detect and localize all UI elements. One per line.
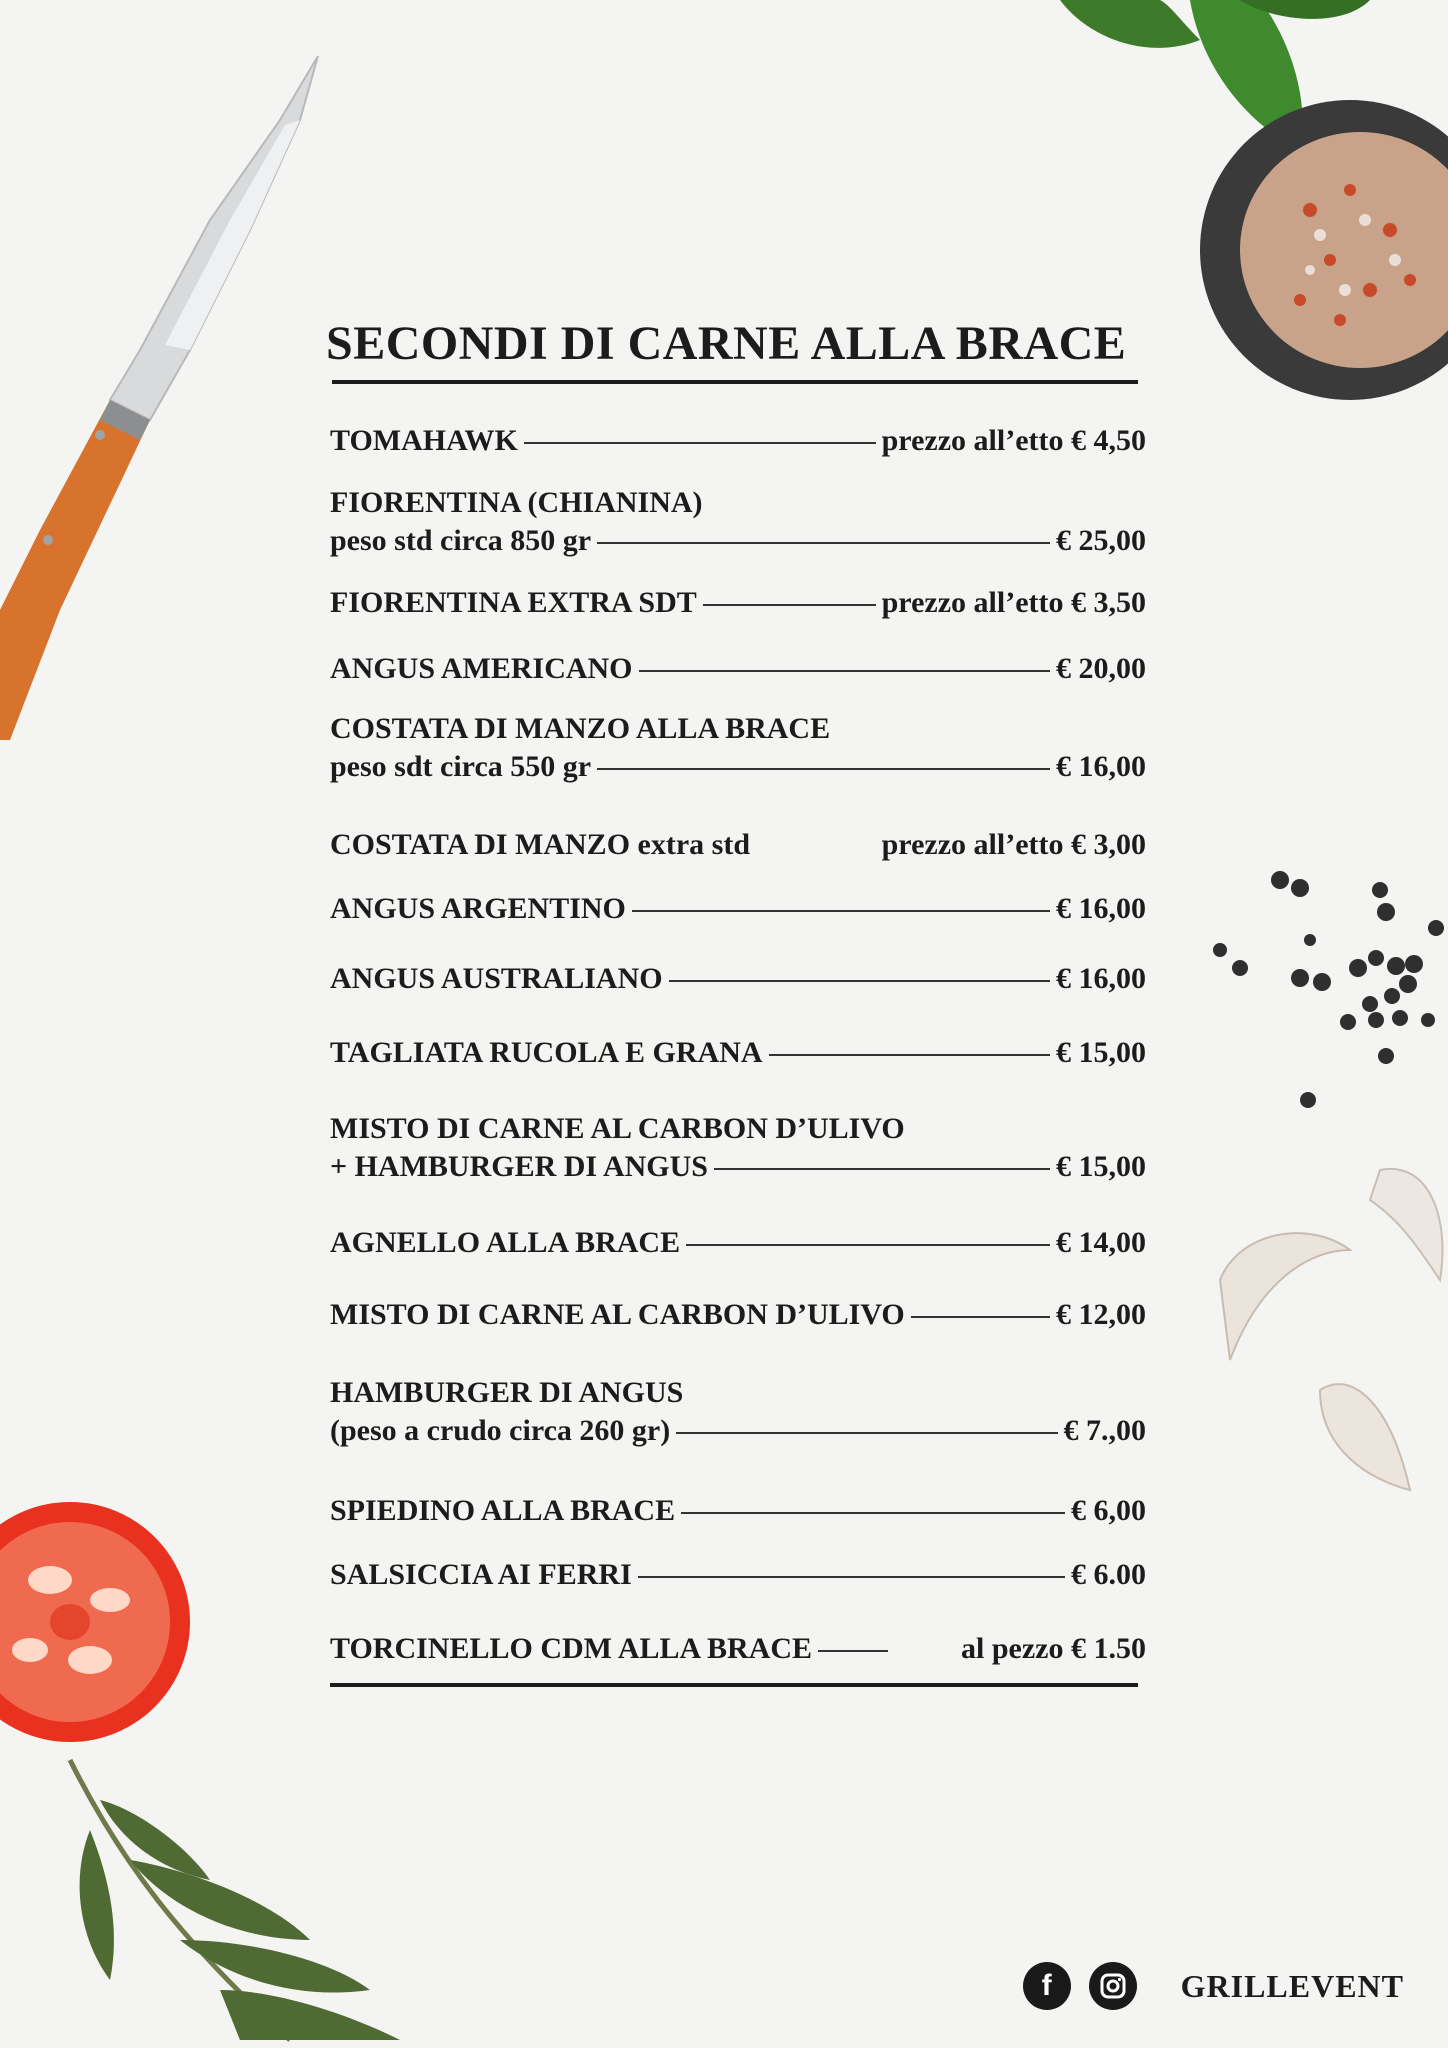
item-price: prezzo all’etto € 4,50 bbox=[881, 424, 1146, 457]
instagram-icon[interactable] bbox=[1089, 1962, 1137, 2010]
leader-line bbox=[639, 670, 1050, 672]
menu-item bbox=[330, 650, 1146, 688]
facebook-icon[interactable]: f bbox=[1023, 1962, 1071, 2010]
item-name: TAGLIATA RUCOLA E GRANA bbox=[330, 1036, 763, 1069]
leader-line bbox=[632, 910, 1050, 912]
tomato-slice-image bbox=[0, 1500, 200, 1750]
item-price: € 16,00 bbox=[1056, 892, 1146, 925]
item-price: € 7.,00 bbox=[1063, 1414, 1146, 1447]
item-price: € 6,00 bbox=[1071, 1494, 1146, 1527]
item-price: € 20,00 bbox=[1056, 652, 1146, 685]
instagram-glyph bbox=[1099, 1972, 1127, 2000]
menu-item bbox=[330, 1224, 1146, 1262]
menu-item bbox=[330, 1374, 1146, 1450]
item-name: COSTATA DI MANZO extra std bbox=[330, 828, 750, 861]
menu-item bbox=[330, 422, 1146, 460]
menu-item bbox=[330, 1556, 1146, 1594]
item-name: ANGUS AMERICANO bbox=[330, 652, 633, 685]
menu-item bbox=[330, 1110, 1146, 1186]
item-subtitle: + HAMBURGER DI ANGUS bbox=[330, 1150, 708, 1183]
peppercorns-image bbox=[1200, 860, 1448, 1120]
leader-line bbox=[769, 1054, 1050, 1056]
menu-item bbox=[330, 1630, 1146, 1668]
item-subtitle: (peso a crudo circa 260 gr) bbox=[330, 1414, 671, 1447]
menu-item bbox=[330, 1492, 1146, 1530]
footer bbox=[1023, 1962, 1404, 2010]
leader-line bbox=[669, 980, 1050, 982]
menu-item bbox=[330, 960, 1146, 998]
item-subtitle: peso sdt circa 550 gr bbox=[330, 750, 592, 783]
item-price: € 6.00 bbox=[1071, 1558, 1146, 1591]
item-price: € 15,00 bbox=[1056, 1036, 1146, 1069]
leader-line bbox=[681, 1512, 1065, 1514]
item-name: MISTO DI CARNE AL CARBON D’ULIVO bbox=[330, 1112, 905, 1145]
item-name: FIORENTINA EXTRA SDT bbox=[330, 586, 697, 619]
leader-line bbox=[676, 1432, 1057, 1434]
title-divider bbox=[332, 380, 1138, 384]
item-name: MISTO DI CARNE AL CARBON D’ULIVO bbox=[330, 1298, 905, 1331]
leader-line bbox=[714, 1168, 1050, 1170]
item-name: AGNELLO ALLA BRACE bbox=[330, 1226, 681, 1259]
item-name: ANGUS ARGENTINO bbox=[330, 892, 626, 925]
item-price: € 12,00 bbox=[1056, 1298, 1146, 1331]
leader-line bbox=[638, 1576, 1065, 1578]
menu-item bbox=[330, 1296, 1146, 1334]
menu-item bbox=[330, 584, 1146, 622]
item-name: SPIEDINO ALLA BRACE bbox=[330, 1494, 676, 1527]
item-name: TOMAHAWK bbox=[330, 424, 518, 457]
brand-name: GRILLEVENT bbox=[1180, 1967, 1404, 2004]
menu-item bbox=[330, 484, 1146, 560]
item-subtitle: peso std circa 850 gr bbox=[330, 524, 592, 557]
leader-line bbox=[911, 1316, 1050, 1318]
leader-line bbox=[703, 604, 876, 606]
item-price: € 16,00 bbox=[1056, 962, 1146, 995]
item-name: ANGUS AUSTRALIANO bbox=[330, 962, 663, 995]
item-price: al pezzo € 1.50 bbox=[961, 1632, 1146, 1665]
item-name: SALSICCIA AI FERRI bbox=[330, 1558, 632, 1591]
leader-line bbox=[818, 1650, 888, 1652]
leader-line bbox=[597, 768, 1050, 770]
item-price: € 14,00 bbox=[1056, 1226, 1146, 1259]
item-price: € 15,00 bbox=[1056, 1150, 1146, 1183]
menu-item bbox=[330, 1034, 1146, 1072]
item-price: € 25,00 bbox=[1056, 524, 1146, 557]
item-name: COSTATA DI MANZO ALLA BRACE bbox=[330, 712, 831, 745]
bottom-divider bbox=[330, 1683, 1138, 1687]
olive-branch-image bbox=[40, 1740, 460, 2048]
menu-title: SECONDI DI CARNE ALLA BRACE bbox=[326, 317, 1127, 370]
item-price: € 16,00 bbox=[1056, 750, 1146, 783]
item-name: HAMBURGER DI ANGUS bbox=[330, 1376, 684, 1409]
menu-item bbox=[330, 710, 1146, 786]
leader-line bbox=[686, 1244, 1050, 1246]
item-price: prezzo all’etto € 3,50 bbox=[881, 586, 1146, 619]
leader-line bbox=[524, 442, 876, 444]
leader-line bbox=[597, 542, 1050, 544]
menu-item bbox=[330, 826, 1146, 864]
menu-item bbox=[330, 890, 1146, 928]
knife-image bbox=[0, 50, 330, 750]
item-name: TORCINELLO CDM ALLA BRACE bbox=[330, 1632, 813, 1665]
garlic-image bbox=[1200, 1160, 1448, 1520]
item-price: prezzo all’etto € 3,00 bbox=[881, 828, 1146, 861]
item-name: FIORENTINA (CHIANINA) bbox=[330, 486, 703, 519]
